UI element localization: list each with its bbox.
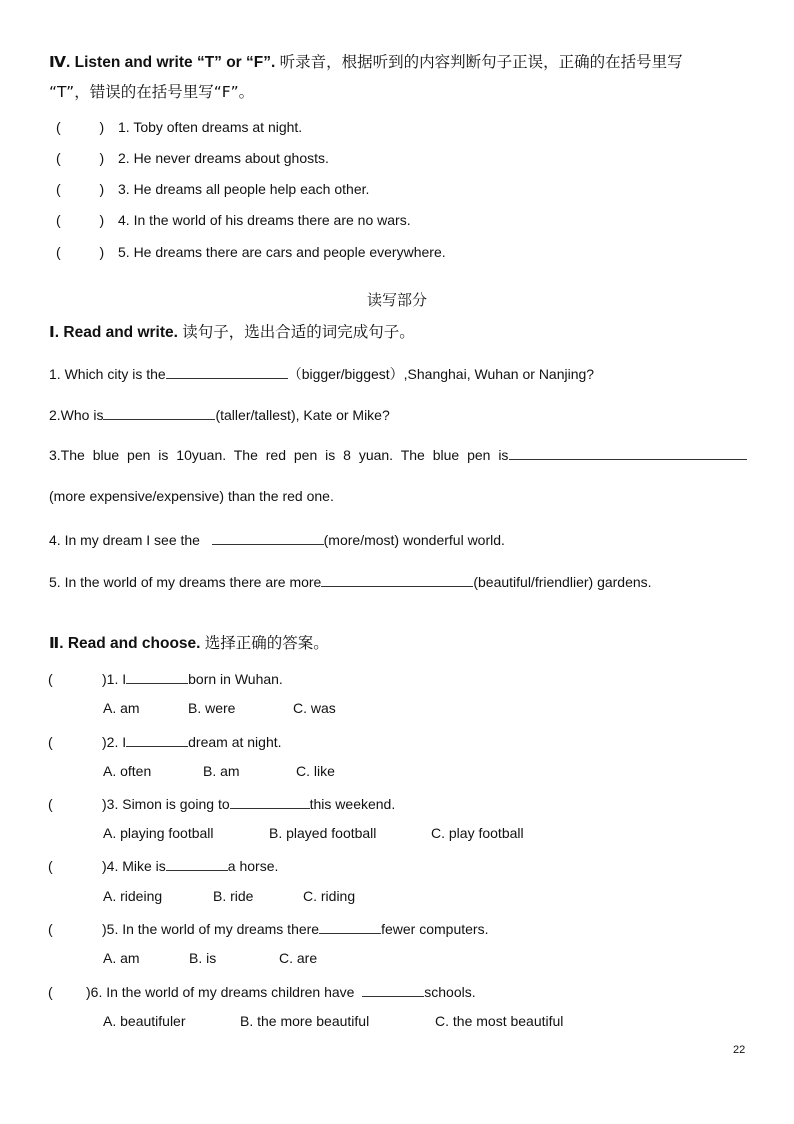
option-c[interactable]: C. are xyxy=(279,950,318,966)
part2-title-cn: 选择正确的答案。 xyxy=(204,634,329,652)
option-c[interactable]: C. the most beautiful xyxy=(435,1013,564,1029)
option-b[interactable]: B. played football xyxy=(269,825,377,841)
choice-question-6: ( )6. In the world of my dreams children have schools. xyxy=(48,984,476,1000)
part4-title-cn: 听录音，根据听到的内容判断句子正误，正确的在括号里写 xyxy=(279,53,683,71)
option-b[interactable]: B. am xyxy=(203,763,240,779)
option-b[interactable]: B. ride xyxy=(213,888,254,904)
part2-title: Ⅱ. Read and choose. xyxy=(49,635,201,652)
answer-blank[interactable] xyxy=(103,405,215,420)
answer-blank[interactable] xyxy=(126,732,188,747)
fill-question-5: 5. In the world of my dreams there are more (beautiful/friendlier) gardens. xyxy=(49,574,652,590)
option-b[interactable]: B. the more beautiful xyxy=(240,1013,370,1029)
item-text: 4. In the world of his dreams there are no wars. xyxy=(118,212,411,228)
choice-question-3: ( )3. Simon is going to this weekend. xyxy=(48,796,396,812)
option-a[interactable]: A. beautifuler xyxy=(103,1013,186,1029)
part1-title-cn: 读句子，选出合适的词完成句子。 xyxy=(182,323,415,341)
option-a[interactable]: A. rideing xyxy=(103,888,163,904)
answer-blank[interactable] xyxy=(509,459,747,460)
fill-question-2: 2.Who is (taller/tallest), Kate or Mike? xyxy=(49,407,390,423)
fill-question-4: 4. In my dream I see the (more/most) wonderful world. xyxy=(49,532,505,548)
answer-blank[interactable] xyxy=(362,982,424,997)
answer-blank[interactable] xyxy=(166,856,228,871)
option-b[interactable]: B. were xyxy=(188,700,236,716)
item-text: 2. He never dreams about ghosts. xyxy=(118,150,329,166)
option-c[interactable]: C. riding xyxy=(303,888,356,904)
page-number: 22 xyxy=(733,1044,746,1056)
option-b[interactable]: B. is xyxy=(189,950,217,966)
list-item: ( ) 2. He never dreams about ghosts. xyxy=(56,150,329,166)
option-c[interactable]: C. like xyxy=(296,763,335,779)
answer-blank[interactable] xyxy=(319,919,381,934)
item-text: 3. He dreams all people help each other. xyxy=(118,181,370,197)
option-a[interactable]: A. am xyxy=(103,700,140,716)
part1-heading xyxy=(49,320,415,342)
answer-blank[interactable] xyxy=(212,530,324,545)
answer-blank[interactable] xyxy=(321,572,473,587)
fill-question-1: 1. Which city is the （bigger/biggest）,Shanghai, Wuhan or Nanjing? xyxy=(49,366,595,382)
list-item: ( ) 4. In the world of his dreams there are no wars. xyxy=(56,212,411,228)
section-title: 读写部分 xyxy=(366,291,427,309)
list-item: ( ) 3. He dreams all people help each other. xyxy=(56,181,370,197)
choice-question-5: ( )5. In the world of my dreams there fewer computers. xyxy=(48,921,489,937)
list-item: ( ) 5. He dreams there are cars and people everywhere. xyxy=(56,244,446,260)
part4-heading xyxy=(49,50,683,72)
choice-question-4: ( )4. Mike is a horse. xyxy=(48,858,279,874)
fill-question-3-cont: (more expensive/expensive) than the red one. xyxy=(49,488,334,504)
part4-title-line2: “T”，错误的在括号里写“F”。 xyxy=(49,83,255,101)
option-a[interactable]: A. am xyxy=(103,950,140,966)
item-text: 1. Toby often dreams at night. xyxy=(118,119,303,135)
answer-blank[interactable] xyxy=(230,794,310,809)
answer-blank[interactable] xyxy=(166,364,288,379)
fill-question-3: 3.The blue pen is 10yuan. The red pen is 8 yuan. The blue pen is xyxy=(49,447,509,463)
answer-blank[interactable] xyxy=(126,669,188,684)
part2-heading xyxy=(49,631,329,653)
option-a[interactable]: A. playing football xyxy=(103,825,214,841)
option-c[interactable]: C. was xyxy=(293,700,336,716)
part4-title: Ⅳ. Listen and write “T” or “F”. xyxy=(49,54,276,71)
choice-question-1: ( )1. I born in Wuhan. xyxy=(48,671,283,687)
option-a[interactable]: A. often xyxy=(103,763,152,779)
list-item: ( ) 1. Toby often dreams at night. xyxy=(56,119,303,135)
option-c[interactable]: C. play football xyxy=(431,825,524,841)
part1-title: Ⅰ. Read and write. xyxy=(49,324,178,341)
item-text: 5. He dreams there are cars and people everywhere. xyxy=(118,244,446,260)
choice-question-2: ( )2. I dream at night. xyxy=(48,734,282,750)
